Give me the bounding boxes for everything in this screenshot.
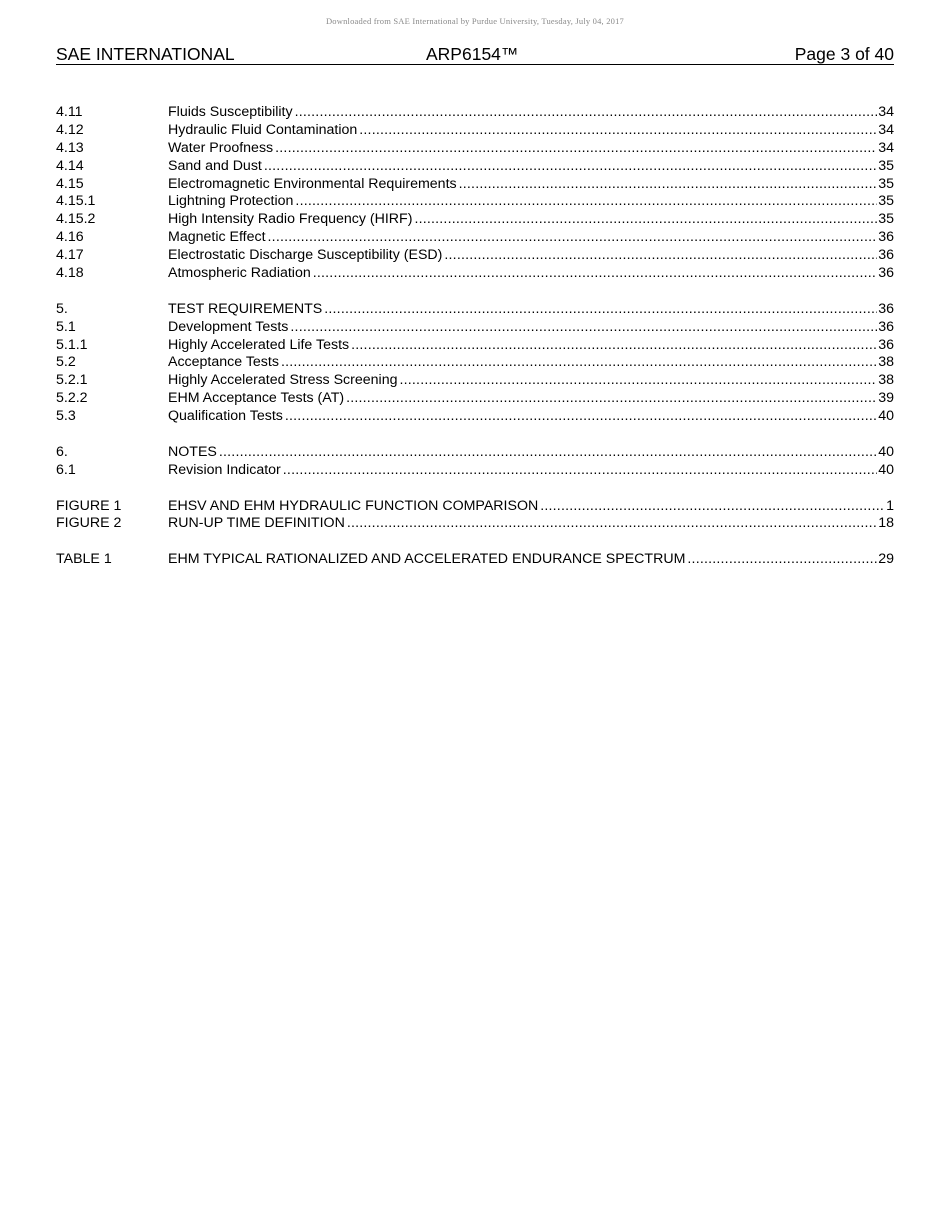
toc-entry-title[interactable]: EHM TYPICAL RATIONALIZED AND ACCELERATED ENDURANCE SPECTRUM bbox=[168, 551, 686, 568]
toc-entry[interactable] bbox=[56, 354, 894, 372]
toc-entry-title[interactable]: Revision Indicator bbox=[168, 461, 281, 478]
toc-entry-page: 34 bbox=[878, 121, 894, 138]
toc-entry[interactable] bbox=[56, 247, 894, 265]
toc-entry[interactable] bbox=[56, 229, 894, 247]
toc-entry-number: 5.3 bbox=[56, 408, 76, 425]
toc-dot-leader bbox=[313, 265, 877, 283]
toc-dot-leader bbox=[540, 498, 885, 516]
toc-entry-title[interactable]: Water Proofness bbox=[168, 139, 274, 156]
toc-entry[interactable] bbox=[56, 462, 894, 480]
toc-entry[interactable] bbox=[56, 140, 894, 158]
toc-entry-number: 4.18 bbox=[56, 265, 84, 282]
toc-entry-title[interactable]: Magnetic Effect bbox=[168, 229, 266, 246]
toc-entry-number: 4.16 bbox=[56, 229, 84, 246]
toc-entry-title[interactable]: EHM Acceptance Tests (AT) bbox=[168, 390, 345, 407]
toc-entry-title[interactable]: Development Tests bbox=[168, 318, 289, 335]
toc-entry-page: 35 bbox=[878, 157, 894, 174]
toc-group bbox=[56, 498, 894, 534]
toc-entry-number: TABLE 1 bbox=[56, 551, 112, 568]
toc-dot-leader bbox=[324, 301, 877, 319]
toc-entry-page: 1 bbox=[886, 497, 894, 514]
toc-entry[interactable] bbox=[56, 390, 894, 408]
header-organization: SAE INTERNATIONAL bbox=[56, 44, 235, 64]
toc-entry-page: 39 bbox=[878, 390, 894, 407]
toc-entry-title[interactable]: NOTES bbox=[168, 443, 217, 460]
toc-entry-number: 5. bbox=[56, 300, 68, 317]
toc-entry[interactable] bbox=[56, 265, 894, 283]
toc-entry-page: 40 bbox=[878, 408, 894, 425]
toc-dot-leader bbox=[444, 247, 877, 265]
toc-entry-number: 5.2.2 bbox=[56, 390, 88, 407]
toc-dot-leader bbox=[268, 229, 878, 247]
toc-entry-number: 4.11 bbox=[56, 104, 83, 120]
toc-entry-title[interactable]: Lightning Protection bbox=[168, 193, 294, 210]
toc-entry-number: 4.13 bbox=[56, 139, 84, 156]
toc-group bbox=[56, 104, 894, 283]
toc-entry-page: 40 bbox=[878, 461, 894, 478]
toc-entry-number: 5.1.1 bbox=[56, 336, 88, 353]
toc-dot-leader bbox=[346, 390, 877, 408]
toc-entry-page: 36 bbox=[878, 318, 894, 335]
toc-group bbox=[56, 444, 894, 480]
toc-entry-page: 36 bbox=[878, 336, 894, 353]
toc-entry-number: 4.15 bbox=[56, 175, 84, 192]
toc-entry-number: FIGURE 2 bbox=[56, 515, 122, 532]
toc-entry-page: 36 bbox=[878, 265, 894, 282]
toc-entry-page: 35 bbox=[878, 193, 894, 210]
toc-entry-number: 4.15.1 bbox=[56, 193, 96, 210]
toc-entry-page: 38 bbox=[878, 372, 894, 389]
toc-entry-number: 5.2.1 bbox=[56, 372, 88, 389]
toc-entry-title[interactable]: Qualification Tests bbox=[168, 408, 283, 425]
toc-entry-number: 4.12 bbox=[56, 121, 84, 138]
toc-entry[interactable] bbox=[56, 515, 894, 533]
toc-entry-page: 29 bbox=[878, 551, 894, 568]
toc-dot-leader bbox=[275, 140, 877, 158]
toc-entry[interactable] bbox=[56, 211, 894, 229]
toc-entry-number: 4.15.2 bbox=[56, 211, 96, 228]
toc-entry[interactable] bbox=[56, 551, 894, 569]
toc-entry[interactable] bbox=[56, 301, 894, 319]
toc-entry[interactable] bbox=[56, 104, 894, 122]
toc-entry-page: 18 bbox=[878, 515, 894, 532]
toc-entry-title[interactable]: Sand and Dust bbox=[168, 157, 262, 174]
toc-entry-title[interactable]: Highly Accelerated Life Tests bbox=[168, 336, 350, 353]
toc-entry-title[interactable]: Hydraulic Fluid Contamination bbox=[168, 121, 358, 138]
toc-entry-page: 38 bbox=[878, 354, 894, 371]
toc-entry-page: 35 bbox=[878, 175, 894, 192]
toc-entry[interactable] bbox=[56, 408, 894, 426]
toc-dot-leader bbox=[295, 193, 877, 211]
toc-dot-leader bbox=[351, 337, 877, 355]
toc-entry-title[interactable]: Electrostatic Discharge Susceptibility (ESD) bbox=[168, 247, 443, 264]
page-header bbox=[56, 44, 894, 65]
toc-entry[interactable] bbox=[56, 319, 894, 337]
header-page-number: Page 3 of 40 bbox=[794, 44, 894, 64]
toc-entry-number: 6. bbox=[56, 443, 68, 460]
toc-dot-leader bbox=[219, 444, 877, 462]
toc-entry[interactable] bbox=[56, 122, 894, 140]
toc-dot-leader bbox=[414, 211, 877, 229]
toc-entry[interactable] bbox=[56, 193, 894, 211]
toc-entry-page: 34 bbox=[878, 139, 894, 156]
toc-dot-leader bbox=[283, 462, 877, 480]
toc-dot-leader bbox=[399, 372, 877, 390]
toc-group bbox=[56, 301, 894, 426]
toc-entry[interactable] bbox=[56, 337, 894, 355]
toc-entry-page: 36 bbox=[878, 247, 894, 264]
toc-entry-title[interactable]: Fluids Susceptibility bbox=[168, 104, 293, 120]
toc-entry-title[interactable]: RUN-UP TIME DEFINITION bbox=[168, 515, 345, 532]
toc-entry[interactable] bbox=[56, 158, 894, 176]
toc-dot-leader bbox=[290, 319, 877, 337]
toc-entry-title[interactable]: Atmospheric Radiation bbox=[168, 265, 311, 282]
toc-entry-number: 4.14 bbox=[56, 157, 84, 174]
toc-dot-leader bbox=[359, 122, 877, 140]
toc-entry-title[interactable]: Acceptance Tests bbox=[168, 354, 279, 371]
toc-dot-leader bbox=[281, 354, 877, 372]
toc-entry[interactable] bbox=[56, 176, 894, 194]
toc-dot-leader bbox=[347, 515, 877, 533]
header-document-number: ARP6154™ bbox=[426, 44, 519, 64]
toc-dot-leader bbox=[295, 104, 878, 122]
toc-entry-title[interactable]: High Intensity Radio Frequency (HIRF) bbox=[168, 211, 413, 228]
toc-entry[interactable] bbox=[56, 444, 894, 462]
toc-dot-leader bbox=[264, 158, 877, 176]
toc-entry-number: 5.2 bbox=[56, 354, 76, 371]
toc-dot-leader bbox=[687, 551, 877, 569]
toc-entry-title[interactable]: Electromagnetic Environmental Requirements bbox=[168, 175, 457, 192]
toc-entry-number: 4.17 bbox=[56, 247, 84, 264]
toc-entry-title[interactable]: EHSV AND EHM HYDRAULIC FUNCTION COMPARISON bbox=[168, 497, 539, 514]
toc-entry-number: 6.1 bbox=[56, 461, 76, 478]
toc-entry-page: 36 bbox=[878, 229, 894, 246]
toc-entry[interactable] bbox=[56, 498, 894, 516]
toc-entry[interactable] bbox=[56, 372, 894, 390]
toc-entry-title[interactable]: TEST REQUIREMENTS bbox=[168, 300, 323, 317]
download-watermark: Downloaded from SAE International by Purdue University, Tuesday, July 04, 2017 bbox=[325, 16, 625, 26]
toc-entry-title[interactable]: Highly Accelerated Stress Screening bbox=[168, 372, 398, 389]
toc-entry-page: 34 bbox=[878, 104, 894, 120]
toc-group bbox=[56, 551, 894, 569]
toc-entry-number: FIGURE 1 bbox=[56, 497, 122, 514]
toc-dot-leader bbox=[459, 176, 878, 194]
table-of-contents bbox=[56, 104, 894, 587]
toc-dot-leader bbox=[285, 408, 877, 426]
toc-entry-page: 35 bbox=[878, 211, 894, 228]
toc-entry-number: 5.1 bbox=[56, 318, 76, 335]
toc-entry-page: 36 bbox=[878, 300, 894, 317]
toc-entry-page: 40 bbox=[878, 443, 894, 460]
